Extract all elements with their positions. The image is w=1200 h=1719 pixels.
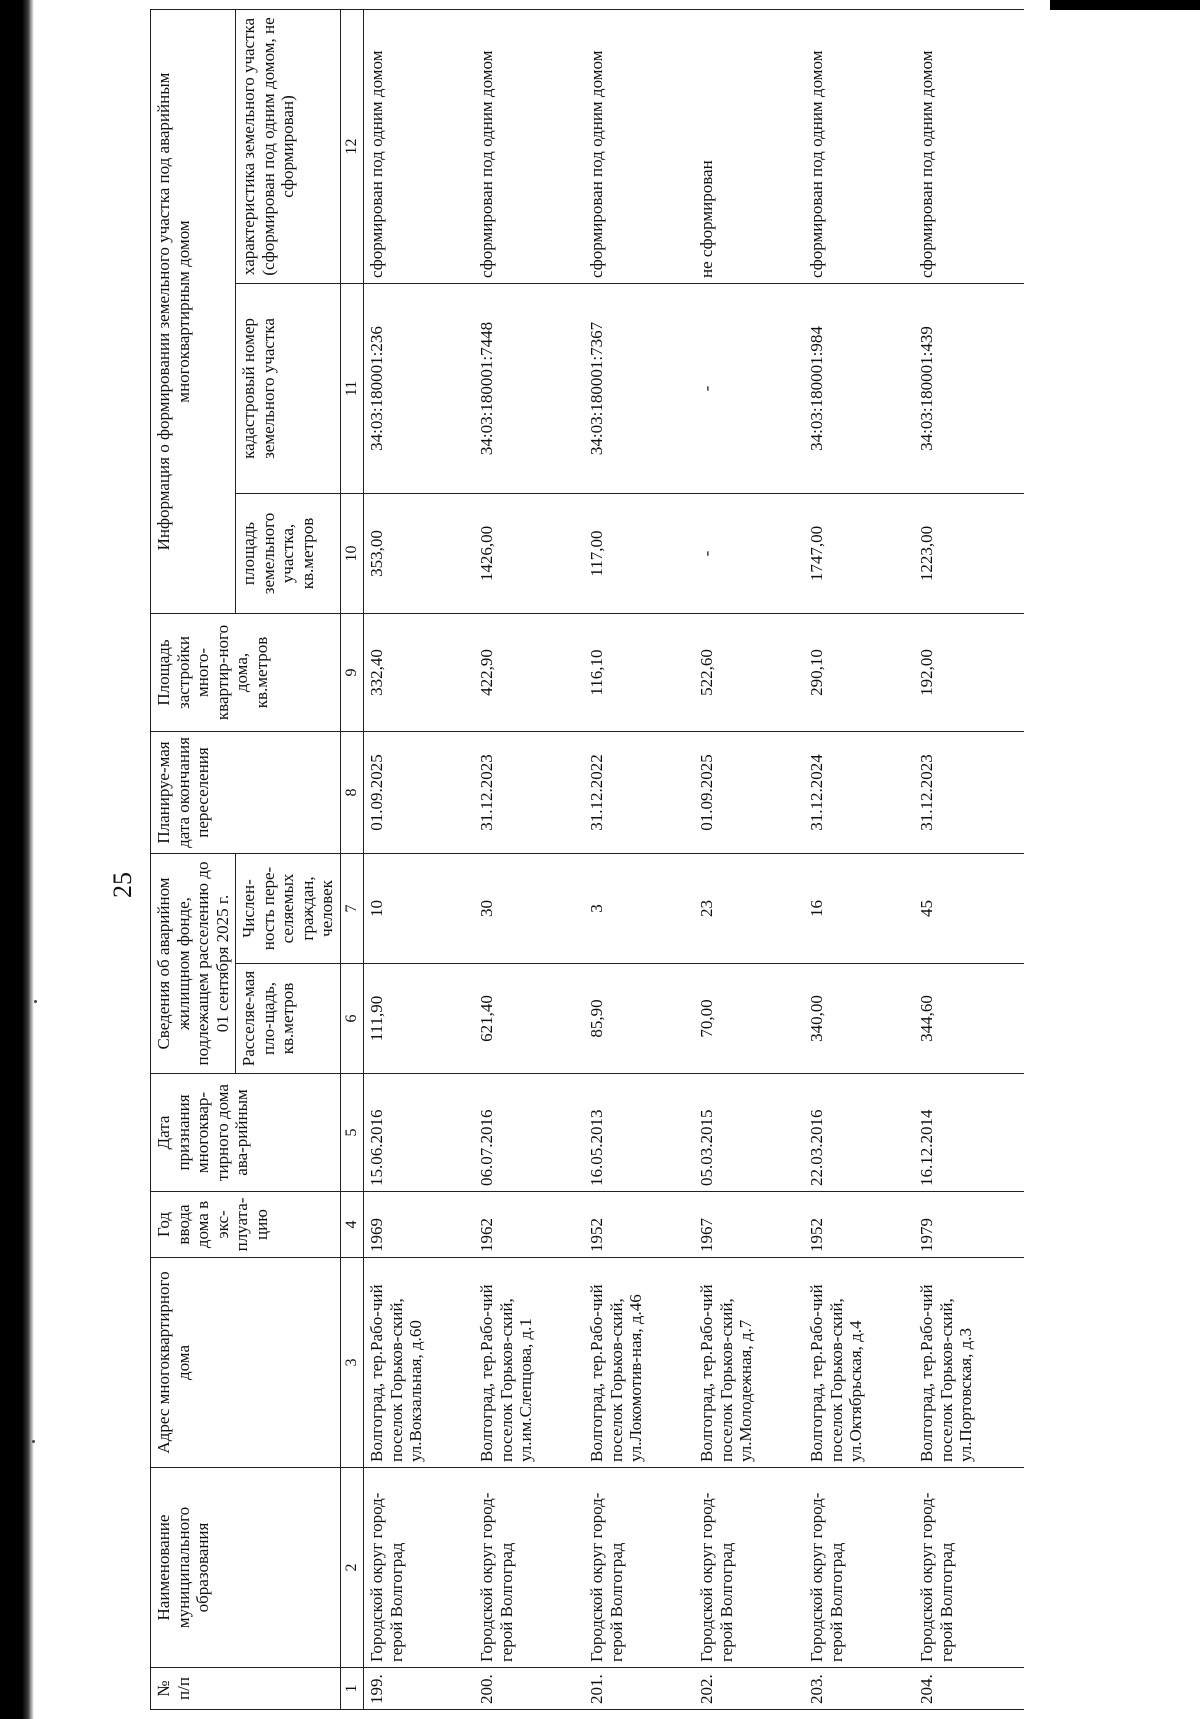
row-characteristic: сформирован под одним домом bbox=[804, 9, 914, 283]
row-area: 85,90 bbox=[584, 964, 694, 1074]
scan-speck bbox=[34, 1000, 37, 1003]
row-year: 1952 bbox=[804, 1192, 914, 1258]
row-year: 1952 bbox=[584, 1192, 694, 1258]
header-characteristic: характеристика земельного участка (сформирован под одним домом, не сформирован) bbox=[236, 9, 341, 283]
row-people: 16 bbox=[804, 854, 914, 964]
header-group-emergency-fund: Сведения об аварийном жилищном фонде, подлежащем расселению до 01 сентября 2025 г. bbox=[151, 854, 236, 1074]
row-planned-date: 31.12.2024 bbox=[804, 732, 914, 854]
row-year: 1969 bbox=[364, 1192, 475, 1258]
row-municipality: Городской округ город-герой Волгоград bbox=[914, 1468, 1024, 1668]
row-municipality: Городской округ город-герой Волгоград bbox=[584, 1468, 694, 1668]
column-number-row bbox=[340, 9, 363, 1709]
row-year: 1962 bbox=[474, 1192, 584, 1258]
row-land-area: 117,00 bbox=[584, 494, 694, 614]
row-planned-date: 31.12.2023 bbox=[474, 732, 584, 854]
row-date-recognized: 15.06.2016 bbox=[364, 1074, 475, 1192]
housing-table bbox=[150, 9, 1024, 1710]
row-building-area: 422,90 bbox=[474, 614, 584, 732]
column-number: 4 bbox=[340, 1192, 363, 1258]
row-cadastral: - bbox=[694, 284, 804, 494]
header-year: Год ввода дома в экс-плуата-цию bbox=[151, 1192, 341, 1258]
row-num: 199. bbox=[364, 1668, 475, 1710]
row-date-recognized: 16.05.2013 bbox=[584, 1074, 694, 1192]
row-municipality: Городской округ город-герой Волгоград bbox=[474, 1468, 584, 1668]
rotated-document bbox=[150, 10, 1190, 1710]
column-number: 6 bbox=[340, 964, 363, 1074]
row-area: 111,90 bbox=[364, 964, 475, 1074]
row-num: 200. bbox=[474, 1668, 584, 1710]
table-row bbox=[914, 9, 1024, 1709]
row-municipality: Городской округ город-герой Волгоград bbox=[804, 1468, 914, 1668]
row-date-recognized: 06.07.2016 bbox=[474, 1074, 584, 1192]
row-address: Волгоград, тер.Рабо-чий поселок Горьков-ский, ул.Молодежная, д.7 bbox=[694, 1258, 804, 1468]
row-people: 10 bbox=[364, 854, 475, 964]
row-land-area: 1426,00 bbox=[474, 494, 584, 614]
row-municipality: Городской округ город-герой Волгоград bbox=[364, 1468, 475, 1668]
row-people: 45 bbox=[914, 854, 1024, 964]
header-num: № п/п bbox=[151, 1668, 341, 1710]
header-resettled-area: Расселяе-мая пло-щадь, кв.метров bbox=[236, 964, 341, 1074]
row-year: 1967 bbox=[694, 1192, 804, 1258]
row-land-area: 353,00 bbox=[364, 494, 475, 614]
scan-speck bbox=[32, 1440, 35, 1443]
row-characteristic: сформирован под одним домом bbox=[914, 9, 1024, 283]
row-address: Волгоград, тер.Рабо-чий поселок Горьков-ский, ул.Вокзальная, д.60 bbox=[364, 1258, 475, 1468]
row-num: 204. bbox=[914, 1668, 1024, 1710]
header-planned-date: Планируе-мая дата окончания переселения bbox=[151, 732, 341, 854]
row-building-area: 192,00 bbox=[914, 614, 1024, 732]
scan-top-edge bbox=[1050, 0, 1200, 10]
row-num: 202. bbox=[694, 1668, 804, 1710]
header-building-area: Площадь застройки много-квартир-ного дома, кв.метров bbox=[151, 614, 341, 732]
header-group-land-plot: Информация о формировании земельного участка под аварийным многоквартирным домом bbox=[151, 9, 236, 613]
column-number: 5 bbox=[340, 1074, 363, 1192]
row-people: 30 bbox=[474, 854, 584, 964]
row-cadastral: 34:03:180001:7448 bbox=[474, 284, 584, 494]
column-number: 8 bbox=[340, 732, 363, 854]
row-characteristic: не сформирован bbox=[694, 9, 804, 283]
table-row bbox=[364, 9, 475, 1709]
row-num: 203. bbox=[804, 1668, 914, 1710]
row-num: 201. bbox=[584, 1668, 694, 1710]
header-date-recognized: Дата признания многоквар-тирного дома ава-рийным bbox=[151, 1074, 341, 1192]
row-address: Волгоград, тер.Рабо-чий поселок Горьков-ский, ул.им.Слепцова, д.1 bbox=[474, 1258, 584, 1468]
row-date-recognized: 05.03.2015 bbox=[694, 1074, 804, 1192]
row-planned-date: 01.09.2025 bbox=[694, 732, 804, 854]
row-address: Волгоград, тер.Рабо-чий поселок Горьков-ский, ул.Портовская, д.3 bbox=[914, 1258, 1024, 1468]
header-cadastral: кадастровый номер земельного участка bbox=[236, 284, 341, 494]
row-land-area: 1747,00 bbox=[804, 494, 914, 614]
table-row bbox=[474, 9, 584, 1709]
row-cadastral: 34:03:180001:439 bbox=[914, 284, 1024, 494]
row-address: Волгоград, тер.Рабо-чий поселок Горьков-ский, ул.Октябрьская, д.4 bbox=[804, 1258, 914, 1468]
column-number: 7 bbox=[340, 854, 363, 964]
row-cadastral: 34:03:180001:7367 bbox=[584, 284, 694, 494]
row-planned-date: 31.12.2023 bbox=[914, 732, 1024, 854]
header-address: Адрес многоквартирного дома bbox=[151, 1258, 341, 1468]
row-area: 344,60 bbox=[914, 964, 1024, 1074]
row-date-recognized: 22.03.2016 bbox=[804, 1074, 914, 1192]
row-date-recognized: 16.12.2014 bbox=[914, 1074, 1024, 1192]
header-municipality: Наименование муниципального образования bbox=[151, 1468, 341, 1668]
table-row bbox=[804, 9, 914, 1709]
row-address: Волгоград, тер.Рабо-чий поселок Горьков-ский, ул.Локомотив-ная, д.46 bbox=[584, 1258, 694, 1468]
scan-edge-shadow bbox=[0, 0, 34, 1719]
table-row bbox=[584, 9, 694, 1709]
table-row bbox=[694, 9, 804, 1709]
header-people: Числен-ность пере-селяемых граждан, человек bbox=[236, 854, 341, 964]
row-building-area: 522,60 bbox=[694, 614, 804, 732]
row-characteristic: сформирован под одним домом bbox=[474, 9, 584, 283]
row-cadastral: 34:03:180001:984 bbox=[804, 284, 914, 494]
row-cadastral: 34:03:180001:236 bbox=[364, 284, 475, 494]
row-characteristic: сформирован под одним домом bbox=[584, 9, 694, 283]
row-area: 340,00 bbox=[804, 964, 914, 1074]
row-characteristic: сформирован под одним домом bbox=[364, 9, 475, 283]
page-number: 25 bbox=[108, 872, 137, 898]
header-land-area: площадь земельного участка, кв.метров bbox=[236, 494, 341, 614]
row-year: 1979 bbox=[914, 1192, 1024, 1258]
row-planned-date: 01.09.2025 bbox=[364, 732, 475, 854]
row-building-area: 332,40 bbox=[364, 614, 475, 732]
column-number: 3 bbox=[340, 1258, 363, 1468]
row-people: 3 bbox=[584, 854, 694, 964]
row-planned-date: 31.12.2022 bbox=[584, 732, 694, 854]
row-land-area: 1223,00 bbox=[914, 494, 1024, 614]
row-area: 621,40 bbox=[474, 964, 584, 1074]
column-number: 11 bbox=[340, 284, 363, 494]
column-number: 10 bbox=[340, 494, 363, 614]
row-municipality: Городской округ город-герой Волгоград bbox=[694, 1468, 804, 1668]
column-number: 12 bbox=[340, 9, 363, 283]
column-number: 9 bbox=[340, 614, 363, 732]
row-land-area: - bbox=[694, 494, 804, 614]
row-building-area: 290,10 bbox=[804, 614, 914, 732]
column-number: 1 bbox=[340, 1668, 363, 1710]
row-area: 70,00 bbox=[694, 964, 804, 1074]
column-number: 2 bbox=[340, 1468, 363, 1668]
row-people: 23 bbox=[694, 854, 804, 964]
row-building-area: 116,10 bbox=[584, 614, 694, 732]
